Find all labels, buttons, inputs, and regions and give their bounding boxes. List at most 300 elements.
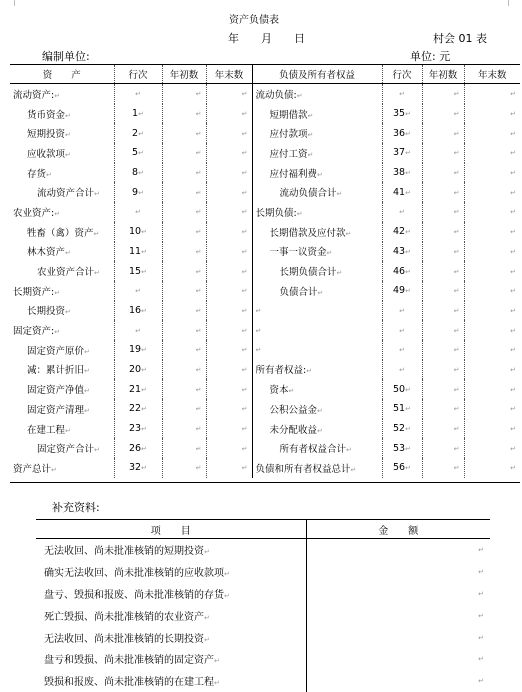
- liab-begin: [422, 222, 464, 242]
- asset-label-text: 固定资产原价: [27, 345, 85, 357]
- paragraph-mark: ↵: [204, 635, 210, 644]
- supp-item-text: 盘亏和毁损、尚未批准核销的固定资产: [44, 655, 214, 667]
- asset-begin: [162, 242, 206, 262]
- paragraph-mark: ↵: [241, 188, 248, 197]
- liab-seq: [382, 143, 422, 163]
- paragraph-mark: ↵: [65, 131, 71, 140]
- paragraph-mark: ↵: [65, 249, 71, 258]
- paragraph-mark: ↵: [453, 110, 460, 119]
- paragraph-mark: ↵: [241, 149, 248, 158]
- table-header-row: [10, 65, 520, 84]
- paragraph-mark: ↵: [453, 129, 460, 138]
- liab-end: [464, 242, 520, 262]
- paragraph-mark: ↵: [478, 546, 484, 555]
- liab-seq: [382, 301, 422, 321]
- paragraph-mark: ↵: [510, 110, 516, 119]
- paragraph-mark: ↵: [141, 306, 147, 315]
- liab-label: [252, 202, 382, 222]
- paragraph-mark: ↵: [195, 365, 202, 374]
- paragraph-mark: ↵: [453, 385, 460, 394]
- supp-item: [36, 626, 306, 648]
- paragraph-mark: ↵: [241, 464, 248, 473]
- paragraph-mark: ↵: [510, 228, 516, 237]
- asset-label: [10, 242, 114, 262]
- paragraph-mark: ↵: [510, 267, 516, 276]
- asset-label-text: 固定资产清理: [27, 404, 85, 416]
- asset-label: [10, 320, 114, 340]
- supp-amount: [306, 626, 490, 648]
- paragraph-mark: ↵: [54, 209, 61, 218]
- table-row: [10, 104, 520, 124]
- paragraph-mark: ↵: [65, 111, 71, 120]
- asset-seq: [114, 301, 162, 321]
- liab-label: [252, 340, 382, 360]
- paragraph-mark: ↵: [296, 91, 303, 100]
- liab-end: [464, 182, 520, 202]
- liab-label-text: 流动负债:: [255, 89, 297, 101]
- liab-label-text: 资本: [269, 385, 289, 397]
- liab-label-text: 公积公益金: [269, 404, 318, 416]
- supp-row: [36, 604, 490, 626]
- paragraph-mark: ↵: [510, 90, 516, 99]
- asset-end: [206, 182, 252, 202]
- asset-seq: [114, 202, 162, 222]
- liab-begin: [422, 360, 464, 380]
- asset-begin: [162, 458, 206, 478]
- asset-label: [10, 360, 114, 380]
- header-end2: 年末数: [464, 65, 520, 84]
- paragraph-mark: ↵: [138, 149, 144, 158]
- paragraph-mark: ↵: [510, 287, 516, 296]
- paragraph-mark: ↵: [141, 425, 147, 434]
- liab-seq: [382, 242, 422, 262]
- paragraph-mark: ↵: [138, 110, 144, 119]
- paragraph-mark: ↵: [405, 385, 411, 394]
- paragraph-mark: ↵: [241, 90, 248, 99]
- liab-begin: [422, 242, 464, 262]
- asset-label-text: 长期资产:: [13, 286, 55, 298]
- liab-end: [464, 360, 520, 380]
- supp-item-text: 死亡毁损、尚未批准核销的农业资产: [44, 611, 204, 623]
- asset-seq: [114, 281, 162, 301]
- paragraph-mark: ↵: [141, 405, 147, 414]
- supp-row: [36, 583, 490, 605]
- supp-row: [36, 648, 490, 670]
- asset-begin: [162, 143, 206, 163]
- paragraph-mark: ↵: [51, 465, 57, 474]
- asset-end: [206, 438, 252, 458]
- asset-label-text: 农业资产合计: [37, 267, 95, 279]
- paragraph-mark: ↵: [195, 149, 202, 158]
- liab-begin: [422, 458, 464, 478]
- paragraph-mark: ↵: [141, 385, 147, 394]
- liab-label-text: 长期负债合计: [279, 267, 337, 279]
- asset-end: [206, 360, 252, 380]
- paragraph-mark: ↵: [510, 346, 516, 355]
- paragraph-mark: ↵: [135, 326, 141, 335]
- liab-seq: [382, 399, 422, 419]
- paragraph-mark: ↵: [453, 346, 460, 355]
- paragraph-mark: ↵: [84, 367, 90, 376]
- paragraph-mark: ↵: [346, 446, 352, 455]
- liab-seq-text: 53: [393, 442, 406, 454]
- liab-begin: [422, 320, 464, 340]
- liab-label-text: 应付福利费: [269, 168, 318, 180]
- corner-mark-left: [6, 0, 15, 6]
- asset-label: [10, 281, 114, 301]
- paragraph-mark: ↵: [326, 249, 333, 258]
- asset-end: [206, 222, 252, 242]
- paragraph-mark: ↵: [141, 267, 147, 276]
- asset-label: [10, 182, 114, 202]
- paragraph-mark: ↵: [195, 464, 202, 473]
- asset-end: [206, 419, 252, 439]
- paragraph-mark: ↵: [296, 209, 303, 218]
- liab-seq-text: 51: [393, 403, 406, 415]
- paragraph-mark: ↵: [94, 446, 100, 455]
- paragraph-mark: ↵: [405, 247, 411, 256]
- supp-item: [36, 670, 306, 692]
- paragraph-mark: ↵: [195, 385, 202, 394]
- liab-seq: [382, 320, 422, 340]
- asset-label-text: 减：累计折旧: [27, 365, 85, 377]
- asset-end: [206, 163, 252, 183]
- paragraph-mark: ↵: [453, 208, 460, 217]
- paragraph-mark: ↵: [241, 228, 248, 237]
- paragraph-mark: ↵: [510, 464, 516, 473]
- liab-seq-text: 52: [393, 423, 406, 435]
- asset-label: [10, 379, 114, 399]
- liab-label: [252, 301, 382, 321]
- liab-label: [252, 261, 382, 281]
- paragraph-mark: ↵: [141, 464, 147, 473]
- paragraph-mark: ↵: [224, 591, 230, 600]
- asset-label-text: 农业资产:: [13, 207, 55, 219]
- paragraph-mark: ↵: [405, 425, 411, 434]
- liab-seq-text: 49: [393, 285, 406, 297]
- liab-seq-text: 41: [393, 186, 406, 198]
- paragraph-mark: ↵: [288, 387, 295, 396]
- liab-label-text: 所有者权益:: [255, 365, 307, 377]
- liab-label-text: 一事一议资金: [269, 247, 327, 259]
- table-row: [10, 379, 520, 399]
- paragraph-mark: ↵: [510, 169, 516, 178]
- asset-begin: [162, 261, 206, 281]
- paragraph-mark: ↵: [135, 90, 141, 99]
- supp-row: [36, 626, 490, 648]
- liab-end: [464, 458, 520, 478]
- header-begin2: 年初数: [422, 65, 464, 84]
- liab-seq-text: 37: [393, 147, 406, 159]
- paragraph-mark: ↵: [241, 208, 248, 217]
- paragraph-mark: ↵: [510, 149, 516, 158]
- liab-label: [252, 242, 382, 262]
- asset-seq: [114, 360, 162, 380]
- paragraph-mark: ↵: [510, 129, 516, 138]
- paragraph-mark: ↵: [195, 129, 202, 138]
- paragraph-mark: ↵: [195, 110, 202, 119]
- table-row: [10, 222, 520, 242]
- liab-label-text: 负债合计: [279, 286, 318, 298]
- paragraph-mark: ↵: [453, 169, 460, 178]
- paragraph-mark: ↵: [510, 208, 516, 217]
- supp-amount: [306, 539, 490, 561]
- liab-seq-text: 50: [393, 383, 406, 395]
- paragraph-mark: ↵: [241, 110, 248, 119]
- asset-seq-text: 19: [129, 344, 142, 356]
- asset-end: [206, 242, 252, 262]
- date-line: 年 月 日: [228, 32, 305, 45]
- liab-end: [464, 419, 520, 439]
- paragraph-mark: ↵: [255, 326, 262, 335]
- liab-begin: [422, 340, 464, 360]
- liab-label-text: 流动负债合计: [279, 188, 337, 200]
- paragraph-mark: ↵: [195, 287, 202, 296]
- asset-end: [206, 123, 252, 143]
- asset-seq-text: 11: [129, 245, 142, 257]
- liab-begin: [422, 438, 464, 458]
- asset-seq: [114, 399, 162, 419]
- table-row: [10, 360, 520, 380]
- paragraph-mark: ↵: [141, 365, 147, 374]
- paragraph-mark: ↵: [135, 208, 141, 217]
- paragraph-mark: ↵: [453, 405, 460, 414]
- asset-begin: [162, 182, 206, 202]
- liab-seq: [382, 261, 422, 281]
- liab-seq: [382, 104, 422, 124]
- paragraph-mark: ↵: [453, 228, 460, 237]
- paragraph-mark: ↵: [307, 150, 314, 159]
- paragraph-mark: ↵: [138, 169, 144, 178]
- liab-end: [464, 104, 520, 124]
- paragraph-mark: ↵: [195, 326, 202, 335]
- paragraph-mark: ↵: [195, 405, 202, 414]
- liab-seq: [382, 163, 422, 183]
- asset-begin: [162, 84, 206, 104]
- paragraph-mark: ↵: [510, 365, 516, 374]
- paragraph-mark: ↵: [255, 306, 262, 315]
- liab-label-text: 长期负债:: [255, 207, 297, 219]
- paragraph-mark: ↵: [453, 247, 460, 256]
- paragraph-mark: ↵: [141, 247, 147, 256]
- paragraph-mark: ↵: [224, 570, 230, 579]
- header-asset: 资 产: [10, 65, 114, 84]
- paragraph-mark: ↵: [195, 188, 202, 197]
- supp-item-text: 无法收回、尚未批准核销的短期投资: [44, 546, 204, 558]
- asset-end: [206, 261, 252, 281]
- paragraph-mark: ↵: [195, 169, 202, 178]
- paragraph-mark: ↵: [135, 287, 141, 296]
- liab-seq-text: 43: [393, 245, 406, 257]
- supplement-table: [36, 520, 490, 692]
- paragraph-mark: ↵: [478, 677, 484, 686]
- paragraph-mark: ↵: [195, 208, 202, 217]
- asset-begin: [162, 301, 206, 321]
- asset-label: [10, 458, 114, 478]
- asset-seq-text: 16: [129, 304, 142, 316]
- supp-header-amount: 金 额: [306, 520, 490, 539]
- liab-label: [252, 438, 382, 458]
- liab-seq-text: 56: [393, 462, 406, 474]
- asset-seq-text: 9: [132, 186, 139, 198]
- table-bottom-border: [10, 482, 520, 483]
- liab-seq-text: 38: [393, 167, 406, 179]
- supp-amount: [306, 648, 490, 670]
- asset-label-text: 流动资产:: [13, 89, 55, 101]
- table-row: [10, 84, 520, 104]
- paragraph-mark: ↵: [345, 229, 352, 238]
- paragraph-mark: ↵: [241, 385, 248, 394]
- liab-end: [464, 123, 520, 143]
- asset-label: [10, 222, 114, 242]
- paragraph-mark: ↵: [195, 247, 202, 256]
- liab-end: [464, 163, 520, 183]
- liab-end: [464, 301, 520, 321]
- paragraph-mark: ↵: [405, 110, 411, 119]
- unit-label: 单位: 元: [410, 50, 451, 63]
- liab-seq: [382, 419, 422, 439]
- asset-label: [10, 84, 114, 104]
- liab-label: [252, 360, 382, 380]
- asset-begin: [162, 222, 206, 242]
- asset-label-text: 固定资产:: [13, 326, 55, 338]
- asset-begin: [162, 438, 206, 458]
- asset-label: [10, 419, 114, 439]
- supp-item: [36, 539, 306, 561]
- liab-label: [252, 182, 382, 202]
- liab-end: [464, 438, 520, 458]
- supp-amount: [306, 604, 490, 626]
- liab-label: [252, 104, 382, 124]
- liab-end: [464, 281, 520, 301]
- asset-label-text: 资产总计: [13, 463, 52, 475]
- liab-seq-text: 46: [393, 265, 406, 277]
- paragraph-mark: ↵: [94, 190, 100, 199]
- paragraph-mark: ↵: [54, 91, 61, 100]
- asset-seq-text: 15: [129, 265, 142, 277]
- asset-label-text: 固定资产合计: [37, 444, 95, 456]
- paragraph-mark: ↵: [195, 228, 202, 237]
- asset-label: [10, 163, 114, 183]
- asset-seq-text: 20: [129, 363, 142, 375]
- asset-end: [206, 84, 252, 104]
- liab-seq: [382, 84, 422, 104]
- paragraph-mark: ↵: [195, 267, 202, 276]
- liab-begin: [422, 301, 464, 321]
- paragraph-mark: ↵: [350, 465, 357, 474]
- paragraph-mark: ↵: [138, 129, 144, 138]
- asset-label: [10, 202, 114, 222]
- liab-seq-text: 42: [393, 226, 406, 238]
- asset-label-text: 在建工程: [27, 424, 66, 436]
- liab-end: [464, 320, 520, 340]
- header-seq2: 行次: [382, 65, 422, 84]
- asset-seq: [114, 182, 162, 202]
- liab-label: [252, 320, 382, 340]
- paragraph-mark: ↵: [317, 406, 323, 415]
- paragraph-mark: ↵: [204, 548, 210, 557]
- liab-seq-text: 35: [393, 108, 406, 120]
- paragraph-mark: ↵: [399, 326, 405, 335]
- table-row: [10, 281, 520, 301]
- liab-seq-text: 36: [393, 127, 406, 139]
- paragraph-mark: ↵: [405, 287, 411, 296]
- liab-begin: [422, 281, 464, 301]
- asset-begin: [162, 104, 206, 124]
- paragraph-mark: ↵: [478, 589, 484, 598]
- liab-label: [252, 458, 382, 478]
- supp-item-text: 无法收回、尚未批准核销的长期投资: [44, 633, 204, 645]
- liab-label: [252, 143, 382, 163]
- asset-seq-text: 22: [129, 403, 142, 415]
- paragraph-mark: ↵: [214, 657, 220, 666]
- asset-seq-text: 1: [132, 108, 139, 120]
- paragraph-mark: ↵: [241, 346, 248, 355]
- liab-end: [464, 340, 520, 360]
- liab-label: [252, 123, 382, 143]
- supp-row: [36, 670, 490, 692]
- paragraph-mark: ↵: [65, 308, 71, 317]
- asset-end: [206, 202, 252, 222]
- asset-label-text: 固定资产净值: [27, 385, 85, 397]
- corner-mark-right: [508, 0, 517, 6]
- asset-label: [10, 438, 114, 458]
- liab-seq: [382, 438, 422, 458]
- paragraph-mark: ↵: [241, 326, 248, 335]
- liab-label-text: 负债和所有者权益总计: [255, 463, 351, 475]
- asset-seq: [114, 242, 162, 262]
- liab-label-text: 应付款项: [269, 129, 308, 141]
- asset-seq-text: 32: [129, 462, 142, 474]
- liab-seq: [382, 123, 422, 143]
- paragraph-mark: ↵: [453, 149, 460, 158]
- paragraph-mark: ↵: [241, 365, 248, 374]
- paragraph-mark: ↵: [336, 190, 343, 199]
- asset-seq-text: 10: [129, 226, 142, 238]
- paragraph-mark: ↵: [453, 287, 460, 296]
- liab-seq: [382, 379, 422, 399]
- liab-end: [464, 379, 520, 399]
- liab-begin: [422, 182, 464, 202]
- asset-label-text: 牲畜（禽）资产: [27, 227, 94, 239]
- asset-seq: [114, 163, 162, 183]
- paragraph-mark: ↵: [195, 425, 202, 434]
- supp-header-item: 项 目: [36, 520, 306, 539]
- asset-label: [10, 340, 114, 360]
- supp-amount: [306, 583, 490, 605]
- liab-begin: [422, 84, 464, 104]
- paragraph-mark: ↵: [241, 425, 248, 434]
- liab-label: [252, 84, 382, 104]
- liab-label: [252, 222, 382, 242]
- liab-label: [252, 399, 382, 419]
- liab-begin: [422, 123, 464, 143]
- asset-label: [10, 399, 114, 419]
- asset-end: [206, 281, 252, 301]
- asset-seq-text: 2: [132, 127, 139, 139]
- liab-label: [252, 419, 382, 439]
- asset-end: [206, 143, 252, 163]
- liab-begin: [422, 202, 464, 222]
- asset-seq-text: 26: [129, 442, 142, 454]
- liab-end: [464, 202, 520, 222]
- liab-label-text: 应付工资: [269, 148, 308, 160]
- supp-header-row: [36, 520, 490, 539]
- liab-begin: [422, 261, 464, 281]
- org-label: 编制单位:: [42, 50, 90, 63]
- asset-label-text: 流动资产合计: [37, 188, 95, 200]
- paragraph-mark: ↵: [453, 425, 460, 434]
